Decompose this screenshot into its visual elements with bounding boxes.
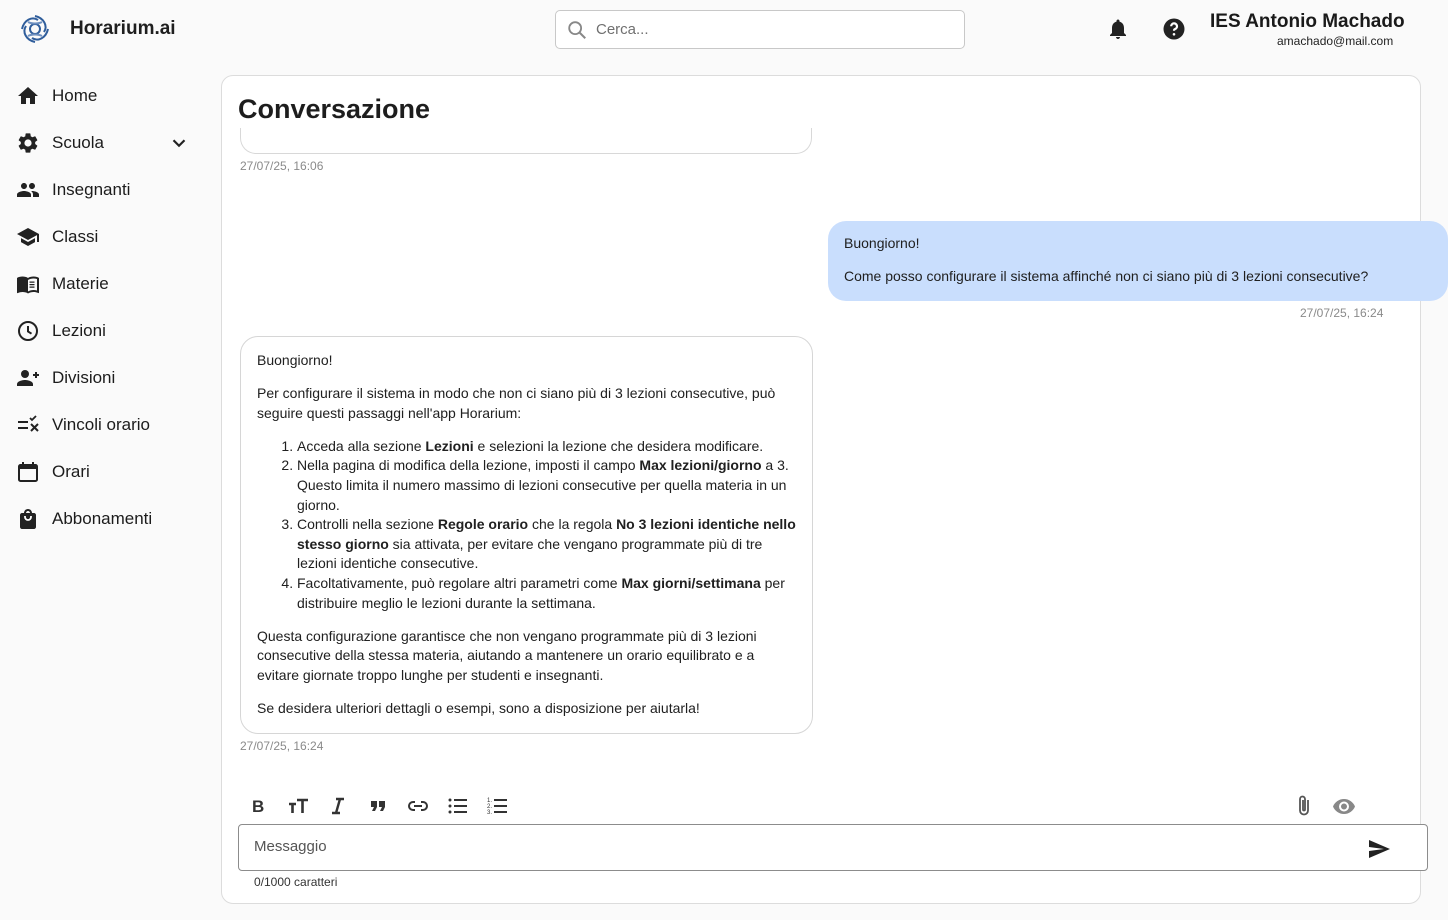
search-icon xyxy=(566,19,588,41)
person-add-icon xyxy=(16,366,40,390)
sidebar-item-divisioni[interactable] xyxy=(0,358,200,398)
clock-icon xyxy=(16,319,40,343)
assistant-message-bubble xyxy=(240,336,813,734)
sidebar-item-orari[interactable] xyxy=(0,452,200,492)
sidebar-item-label: Orari xyxy=(52,462,90,481)
page-title: Conversazione xyxy=(238,94,431,124)
previous-message-bubble xyxy=(240,128,812,154)
sidebar-item-label: Divisioni xyxy=(52,368,116,387)
send-icon[interactable] xyxy=(1367,837,1391,861)
sidebar-item-label: Lezioni xyxy=(52,321,106,340)
sidebar-item-label: Materie xyxy=(52,274,109,293)
sidebar-item-label: Home xyxy=(52,86,98,105)
assistant-closing: Se desidera ulteriori dettagli o esempi, sono a disposizione per aiutarla! xyxy=(257,699,700,716)
bold-icon[interactable] xyxy=(246,794,270,818)
help-icon[interactable] xyxy=(1162,17,1186,41)
sidebar-item-materie[interactable] xyxy=(0,264,200,304)
message-timestamp: 27/07/25, 16:06 xyxy=(240,159,324,173)
message-timestamp: 27/07/25, 16:24 xyxy=(1300,306,1384,320)
sidebar-item-label: Insegnanti xyxy=(52,180,131,199)
shopping-bag-icon xyxy=(16,507,40,531)
quote-icon[interactable] xyxy=(366,794,390,818)
logo-icon xyxy=(18,12,52,46)
book-icon xyxy=(16,272,40,296)
sidebar-item-abbonamenti[interactable] xyxy=(0,499,200,539)
user-message-greeting: Buongiorno! xyxy=(844,235,920,251)
sidebar-item-classi[interactable] xyxy=(0,217,200,257)
user-name[interactable]: IES Antonio Machado xyxy=(1210,11,1405,32)
bell-icon[interactable] xyxy=(1106,17,1130,41)
chevron-down-icon[interactable] xyxy=(168,132,190,154)
conversation-panel xyxy=(221,75,1421,904)
people-icon xyxy=(16,178,40,202)
sidebar-item-label: Vincoli orario xyxy=(52,415,150,434)
bullet-list-icon[interactable] xyxy=(446,794,470,818)
sidebar-item-vincoli-orario[interactable] xyxy=(0,405,200,445)
search-bar[interactable] xyxy=(555,10,965,49)
sidebar-item-home[interactable] xyxy=(0,76,200,116)
link-icon[interactable] xyxy=(406,794,430,818)
assistant-greeting: Buongiorno! xyxy=(257,352,333,368)
sidebar-item-scuola[interactable] xyxy=(0,123,200,163)
rule-icon xyxy=(16,413,40,437)
user-message-bubble xyxy=(828,221,1448,301)
numbered-list-icon[interactable] xyxy=(486,794,510,818)
sidebar-item-label: Abbonamenti xyxy=(52,509,153,528)
svg-text:3.: 3. xyxy=(487,810,493,816)
list-item: 2. Nella pagina di modifica della lezione, imposti il campo Max lezioni/giorno a 3. Questo limita il numero massimo di lezioni consecutive per quella materia in un giorno. xyxy=(297,456,796,515)
sidebar-item-insegnanti[interactable] xyxy=(0,170,200,210)
gear-icon xyxy=(16,131,40,155)
sidebar-item-lezioni[interactable] xyxy=(0,311,200,351)
search-input[interactable] xyxy=(596,21,936,38)
italic-icon[interactable] xyxy=(326,794,350,818)
sidebar-item-label: Scuola xyxy=(52,133,104,152)
assistant-steps-list xyxy=(257,437,796,613)
calendar-icon xyxy=(16,460,40,484)
svg-text:B: B xyxy=(252,797,265,816)
eye-icon[interactable] xyxy=(1332,794,1356,818)
user-message-text: Come posso configurare il sistema affinché non ci siano più di 3 lezioni consecutive? xyxy=(844,268,1369,284)
user-email: amachado@mail.com xyxy=(1277,34,1394,48)
list-item: 4. Facoltativamente, può regolare altri parametri come Max giorni/settimana per distribuire meglio le lezioni durante la settimana. xyxy=(297,574,796,613)
home-icon xyxy=(16,84,40,108)
message-timestamp: 27/07/25, 16:24 xyxy=(240,739,324,753)
list-item: 3. Controlli nella sezione Regole orario che la regola No 3 lezioni identiche nello stesso giorno sia attivata, per evitare che vengano programmate più di tre lezioni identiche consecutive. xyxy=(297,515,796,574)
message-input[interactable] xyxy=(254,838,1354,855)
svg-text:2.: 2. xyxy=(487,804,493,810)
message-field[interactable] xyxy=(238,824,1428,871)
list-item: 1. Acceda alla sezione Lezioni e selezioni la lezione che desidera modificare. xyxy=(297,437,796,457)
sidebar-item-label: Classi xyxy=(52,227,99,246)
brand-name: Horarium.ai xyxy=(70,18,176,39)
assistant-intro: Per configurare il sistema in modo che non ci siano più di 3 lezioni consecutive, può seguire questi passaggi nell'app Horarium: xyxy=(257,385,776,421)
character-counter: 0/1000 caratteri xyxy=(254,875,338,889)
svg-text:1.: 1. xyxy=(487,798,493,804)
attachment-icon[interactable] xyxy=(1292,794,1316,818)
graduation-cap-icon xyxy=(16,225,40,249)
heading-icon[interactable] xyxy=(286,794,310,818)
assistant-summary: Questa configurazione garantisce che non vengano programmate più di 3 lezioni consecutive della stessa materia, aiutando a mantenere un orario equilibrato e a evitare giornate troppo lunghe per studenti e insegnanti. xyxy=(257,627,757,683)
